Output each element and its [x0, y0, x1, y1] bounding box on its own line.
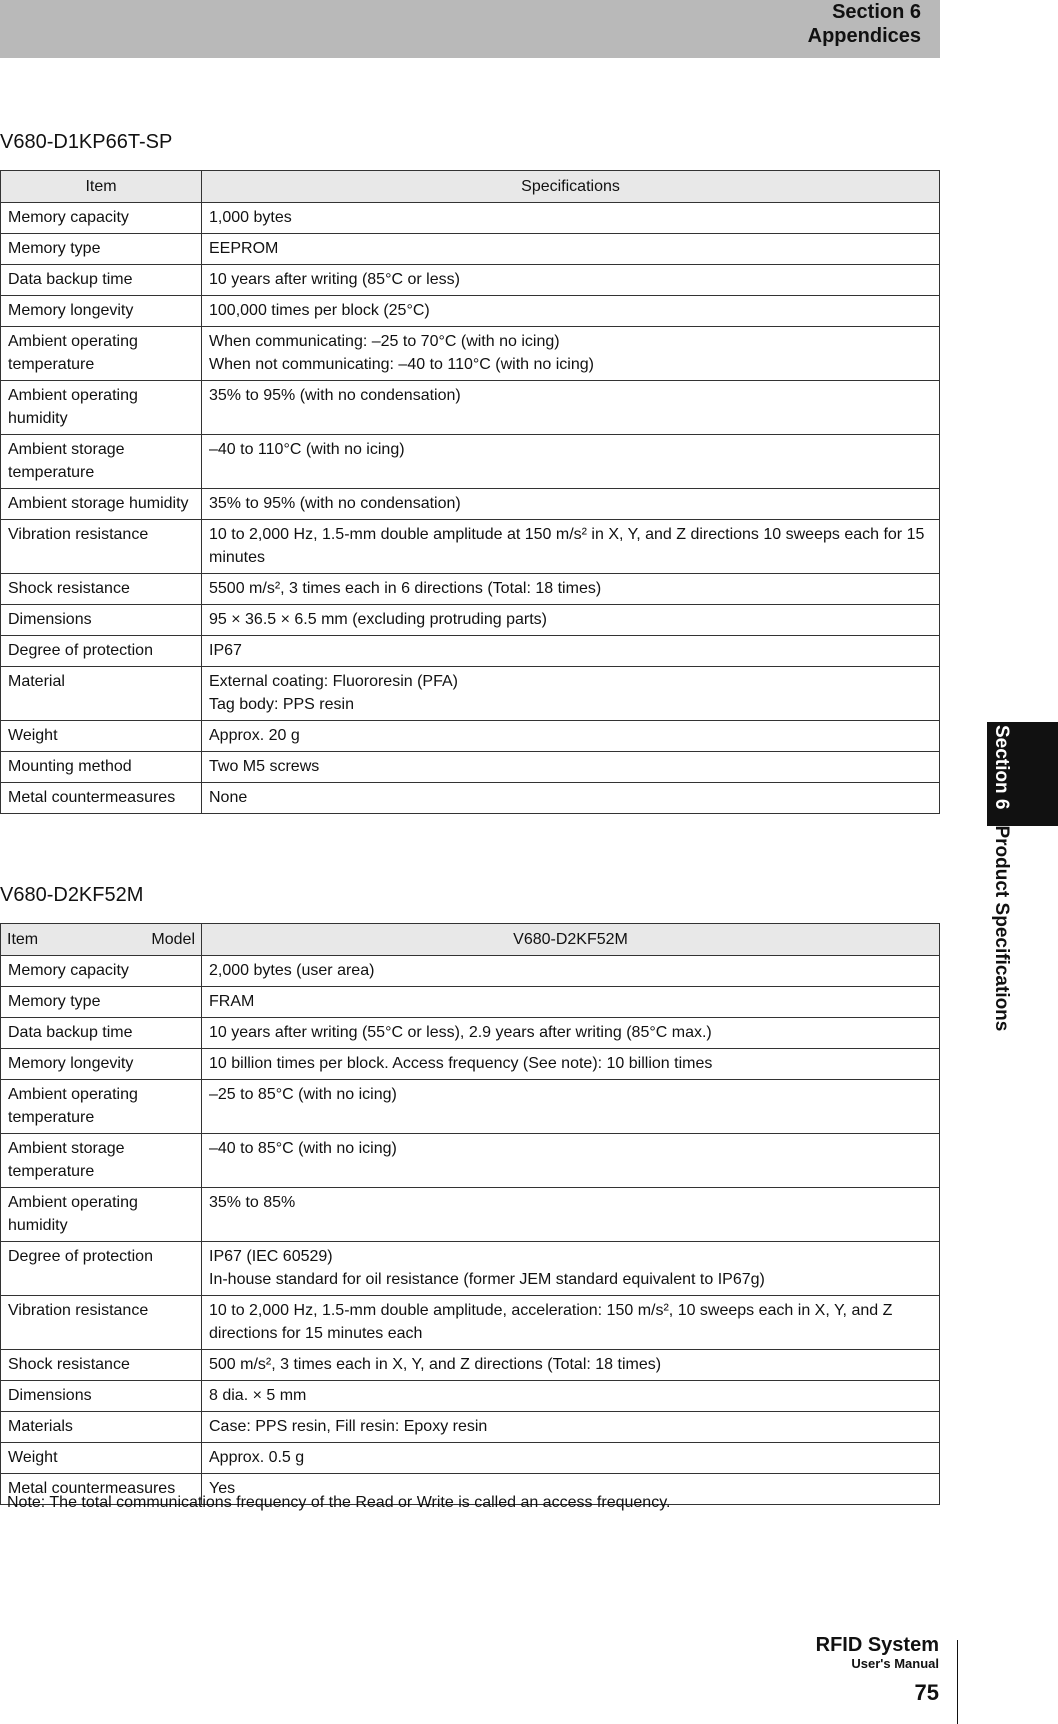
spec-cell: Approx. 20 g: [202, 721, 940, 752]
table-row: [1, 752, 940, 783]
table-row: [1, 987, 940, 1018]
table-row: [1, 783, 940, 814]
item-cell: Memory type: [1, 987, 202, 1018]
spec-cell: –40 to 110°C (with no icing): [202, 435, 940, 489]
footer-rule: [957, 1640, 958, 1724]
item-cell: Shock resistance: [1, 574, 202, 605]
table-row: [1, 636, 940, 667]
table-row: [1, 1049, 940, 1080]
item-cell: Mounting method: [1, 752, 202, 783]
item-cell: Vibration resistance: [1, 520, 202, 574]
table-row: [1, 956, 940, 987]
table-row: [1, 1242, 940, 1296]
spec-cell: 1,000 bytes: [202, 203, 940, 234]
side-tab-title: Product Specifications: [991, 825, 1012, 1032]
header-bar: [0, 0, 940, 58]
spec-cell: Yes: [202, 1474, 940, 1505]
spec-cell: When communicating: –25 to 70°C (with no icing) When not communicating: –40 to 110°C (with no icing): [202, 327, 940, 381]
table-row: [1, 296, 940, 327]
spec-cell: 10 years after writing (85°C or less): [202, 265, 940, 296]
item-cell: Memory capacity: [1, 956, 202, 987]
item-cell: Dimensions: [1, 1381, 202, 1412]
spec-cell: Case: PPS resin, Fill resin: Epoxy resin: [202, 1412, 940, 1443]
table-row: [1, 1412, 940, 1443]
table-row: [1, 1018, 940, 1049]
table-row: [1, 605, 940, 636]
table1-header-row: [1, 171, 940, 203]
footer: [816, 1634, 939, 1708]
side-tab-section: Section 6: [991, 725, 1012, 810]
item-cell: Weight: [1, 1443, 202, 1474]
header-text: [808, 0, 921, 48]
spec-cell: 10 to 2,000 Hz, 1.5-mm double amplitude at 150 m/s² in X, Y, and Z directions 10 sweeps each for 15 minutes: [202, 520, 940, 574]
spec-cell: EEPROM: [202, 234, 940, 265]
table2-note: Note: The total communications frequency of the Read or Write is called an access frequency.: [7, 1494, 671, 1511]
table2-title: V680-D2KF52M: [0, 884, 144, 906]
table-row: [1, 489, 940, 520]
table-row: [1, 667, 940, 721]
spec-table-d1kp66t-sp: [0, 170, 940, 814]
item-cell: Metal countermeasures: [1, 1474, 202, 1505]
spec-cell: –40 to 85°C (with no icing): [202, 1134, 940, 1188]
table-row: [1, 721, 940, 752]
spec-cell: 35% to 95% (with no condensation): [202, 381, 940, 435]
table-row: [1, 1080, 940, 1134]
table-row: [1, 234, 940, 265]
footer-brand: RFID System: [815, 1634, 939, 1656]
table2-header-item-model: [1, 924, 202, 956]
table-row: [1, 1443, 940, 1474]
table-row: [1, 1296, 940, 1350]
item-cell: Ambient operating humidity: [1, 381, 202, 435]
item-cell: Ambient storage temperature: [1, 1134, 202, 1188]
table-row: [1, 203, 940, 234]
item-cell: Data backup time: [1, 1018, 202, 1049]
table-row: [1, 1350, 940, 1381]
spec-cell: External coating: Fluororesin (PFA) Tag body: PPS resin: [202, 667, 940, 721]
item-cell: Weight: [1, 721, 202, 752]
spec-cell: 8 dia. × 5 mm: [202, 1381, 940, 1412]
spec-cell: –25 to 85°C (with no icing): [202, 1080, 940, 1134]
header-title: Appendices: [807, 25, 921, 47]
table2-header-model: Model: [151, 931, 195, 948]
item-cell: Materials: [1, 1412, 202, 1443]
spec-cell: FRAM: [202, 987, 940, 1018]
spec-cell: 5500 m/s², 3 times each in 6 directions (Total: 18 times): [202, 574, 940, 605]
table2-header-row: [1, 924, 940, 956]
spec-cell: 35% to 85%: [202, 1188, 940, 1242]
item-cell: Dimensions: [1, 605, 202, 636]
item-cell: Ambient operating humidity: [1, 1188, 202, 1242]
header-section: Section 6: [832, 1, 921, 23]
spec-cell: 35% to 95% (with no condensation): [202, 489, 940, 520]
table1-header-spec: Specifications: [202, 171, 940, 203]
item-cell: Degree of protection: [1, 636, 202, 667]
table1-title: V680-D1KP66T-SP: [0, 131, 173, 153]
spec-cell: Approx. 0.5 g: [202, 1443, 940, 1474]
side-tab-label: [990, 725, 1012, 1031]
table-row: [1, 435, 940, 489]
item-cell: Metal countermeasures: [1, 783, 202, 814]
footer-manual: User's Manual: [851, 1656, 939, 1671]
table-row: [1, 327, 940, 381]
table-row: [1, 1134, 940, 1188]
item-cell: Shock resistance: [1, 1350, 202, 1381]
spec-cell: 95 × 36.5 × 6.5 mm (excluding protruding parts): [202, 605, 940, 636]
spec-cell: IP67 (IEC 60529) In-house standard for oil resistance (former JEM standard equivalent to IP67g): [202, 1242, 940, 1296]
item-cell: Degree of protection: [1, 1242, 202, 1296]
item-cell: Ambient storage temperature: [1, 435, 202, 489]
item-cell: Ambient operating temperature: [1, 1080, 202, 1134]
item-cell: Data backup time: [1, 265, 202, 296]
item-cell: Memory capacity: [1, 203, 202, 234]
spec-cell: 2,000 bytes (user area): [202, 956, 940, 987]
spec-cell: 10 years after writing (55°C or less), 2.9 years after writing (85°C max.): [202, 1018, 940, 1049]
table-row: [1, 574, 940, 605]
item-cell: Memory longevity: [1, 296, 202, 327]
spec-cell: 10 billion times per block. Access frequency (See note): 10 billion times: [202, 1049, 940, 1080]
item-cell: Vibration resistance: [1, 1296, 202, 1350]
table1-header-item: Item: [1, 171, 202, 203]
item-cell: Memory type: [1, 234, 202, 265]
table-row: [1, 1188, 940, 1242]
table2-header-spec: V680-D2KF52M: [202, 924, 940, 956]
spec-cell: 500 m/s², 3 times each in X, Y, and Z directions (Total: 18 times): [202, 1350, 940, 1381]
spec-cell: None: [202, 783, 940, 814]
item-cell: Ambient operating temperature: [1, 327, 202, 381]
table-row: [1, 1381, 940, 1412]
spec-cell: 100,000 times per block (25°C): [202, 296, 940, 327]
item-cell: Ambient storage humidity: [1, 489, 202, 520]
page-number: 75: [914, 1680, 939, 1705]
table-row: [1, 520, 940, 574]
table2-header-item: Item: [7, 931, 39, 948]
spec-cell: Two M5 screws: [202, 752, 940, 783]
table-row: [1, 381, 940, 435]
spec-cell: IP67: [202, 636, 940, 667]
spec-table-d2kf52m: [0, 923, 940, 1505]
table-row: [1, 265, 940, 296]
item-cell: Memory longevity: [1, 1049, 202, 1080]
item-cell: Material: [1, 667, 202, 721]
spec-cell: 10 to 2,000 Hz, 1.5-mm double amplitude, acceleration: 150 m/s², 10 sweeps each in X, Y, and Z directions for 15 minutes each: [202, 1296, 940, 1350]
